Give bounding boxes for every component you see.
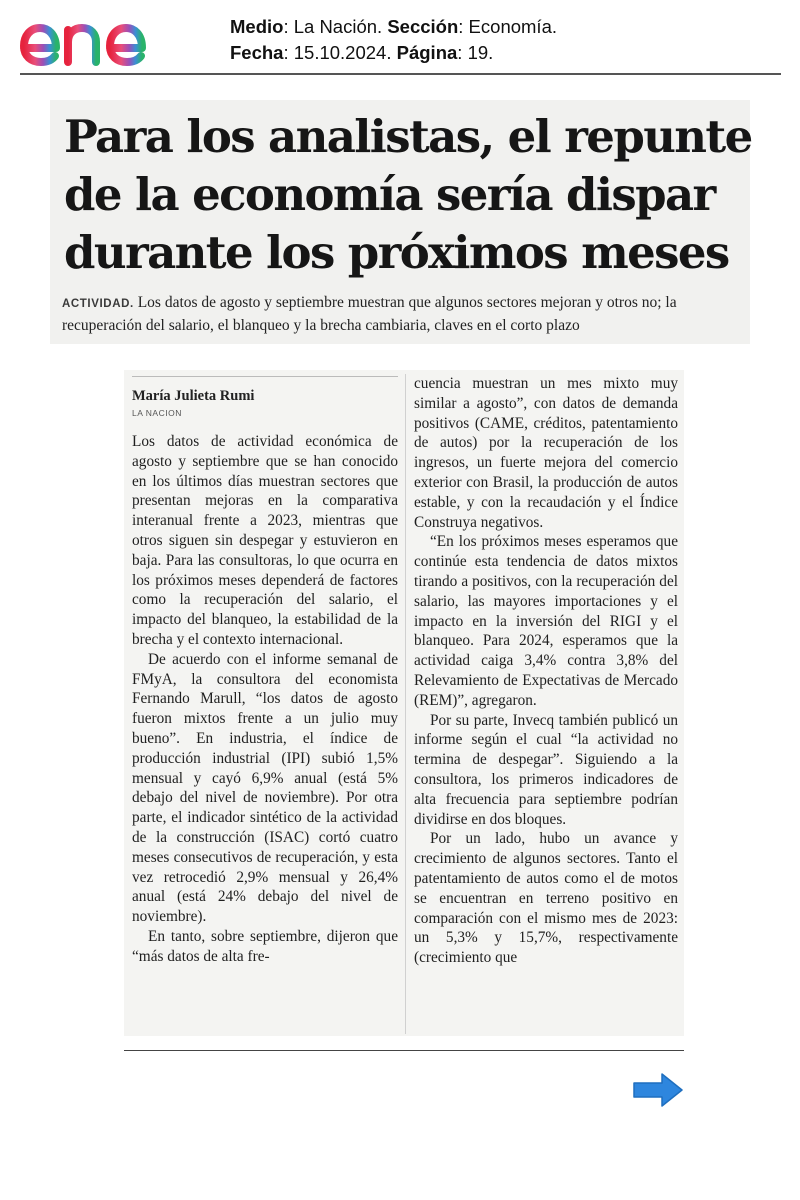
headline-clipping — [50, 100, 750, 344]
byline-organization: LA NACION — [132, 408, 182, 418]
seccion-value: : Economía. — [458, 16, 557, 37]
press-clipping-header — [0, 0, 800, 76]
column-left — [132, 432, 398, 967]
column-divider — [405, 374, 406, 1034]
paragraph: cuencia muestran un mes mixto muy similar a agosto”, con datos de demanda positivos (CAME, créditos, patentamiento de autos) por la recuperación de los ingresos, un fuerte mejora del comercio exterior con Brasil, la producción de autos estable, y con la recaudación y el Índice Construya negativos. — [414, 375, 678, 531]
publication-line — [230, 14, 557, 40]
pagina-value: : 19. — [457, 42, 494, 63]
enel-logo — [16, 4, 194, 70]
medio-label: Medio — [230, 16, 284, 37]
article-deck — [62, 292, 752, 336]
medio-value: : La Nación. — [283, 16, 388, 37]
article-deck-text: Los datos de agosto y septiembre muestran que algunos sectores mejoran y otros no; la recuperación del salario, el blanqueo y la brecha cambiaria, claves en el corto plazo — [62, 294, 677, 334]
paragraph: En tanto, sobre septiembre, dijeron que “más datos de alta fre- — [132, 927, 398, 965]
paragraph: Por su parte, Invecq también publicó un informe según el cual “la actividad no termina de despegar”. Siguiendo a la consultora, los primeros indicadores de alta frecuencia para septiembre podrían dividirse en dos bloques. — [414, 711, 678, 828]
paragraph: Por un lado, hubo un avance y crecimiento de algunos sectores. Tanto el patentamiento de autos como el de motos se encuentran en terreno positivo en comparación con el mismo mes de 2023: un 5,3% y 15,7%, respectivamente (crecimiento que — [414, 830, 678, 967]
paragraph: Los datos de actividad económica de agosto y septiembre que se han conocido en los últimos días muestran sectores que presentan mejoras en la comparativa interanual frente a 2023, mientras que otros siguen sin despegar y estuvieron en baja. Para las consultoras, lo que ocurra en los próximos meses dependerá de factores como la recuperación del salario, el impacto del blanqueo, la estabilidad de la brecha y el contexto internacional. — [132, 433, 398, 648]
seccion-label: Sección — [387, 16, 459, 37]
fecha-label: Fecha — [230, 42, 284, 63]
byline-rule — [132, 376, 398, 377]
paragraph: De acuerdo con el informe semanal de FMyA, la consultora del economista Fernando Marull, “los datos de agosto fueron mixtos frente a un julio muy bueno”. En industria, el índice de producción industrial (IPI) subió 1,5% mensual y cayó 6,9% anual (está 5% debajo del nivel de noviembre). Por otra parte, el indicador sintético de la actividad de la construcción (ISAC) cortó cuatro meses consecutivos de recuperación, y esta vez retrocedió 2,9% mensual y 26,4% anual (está 24% debajo del nivel de noviembre). — [132, 650, 398, 926]
paragraph: “En los próximos meses esperamos que continúe esta tendencia de datos mixtos tirando a positivos, con la recuperación del salario, las mayores importaciones y el impacto en la inversión del RIGI y el blanqueo. Para 2024, esperamos que la actividad caiga 3,4% contra 3,8% del Relevamiento de Expectativas de Mercado (REM)”, agregaron. — [414, 533, 678, 709]
column-right — [414, 374, 678, 968]
article-body-clipping — [124, 370, 684, 1036]
date-line — [230, 40, 557, 66]
fecha-value: : 15.10.2024. — [283, 42, 397, 63]
publication-meta — [230, 14, 557, 66]
article-end-rule — [124, 1050, 684, 1051]
article-headline: Para los analistas, el repunte de la economía sería dispar durante los próximos meses — [64, 110, 752, 279]
arrow-right-icon[interactable] — [632, 1072, 684, 1108]
article-kicker: ACTIVIDAD. — [62, 298, 134, 310]
article-byline: María Julieta Rumi — [132, 388, 255, 404]
header-divider — [20, 73, 781, 75]
pagina-label: Página — [396, 42, 458, 63]
